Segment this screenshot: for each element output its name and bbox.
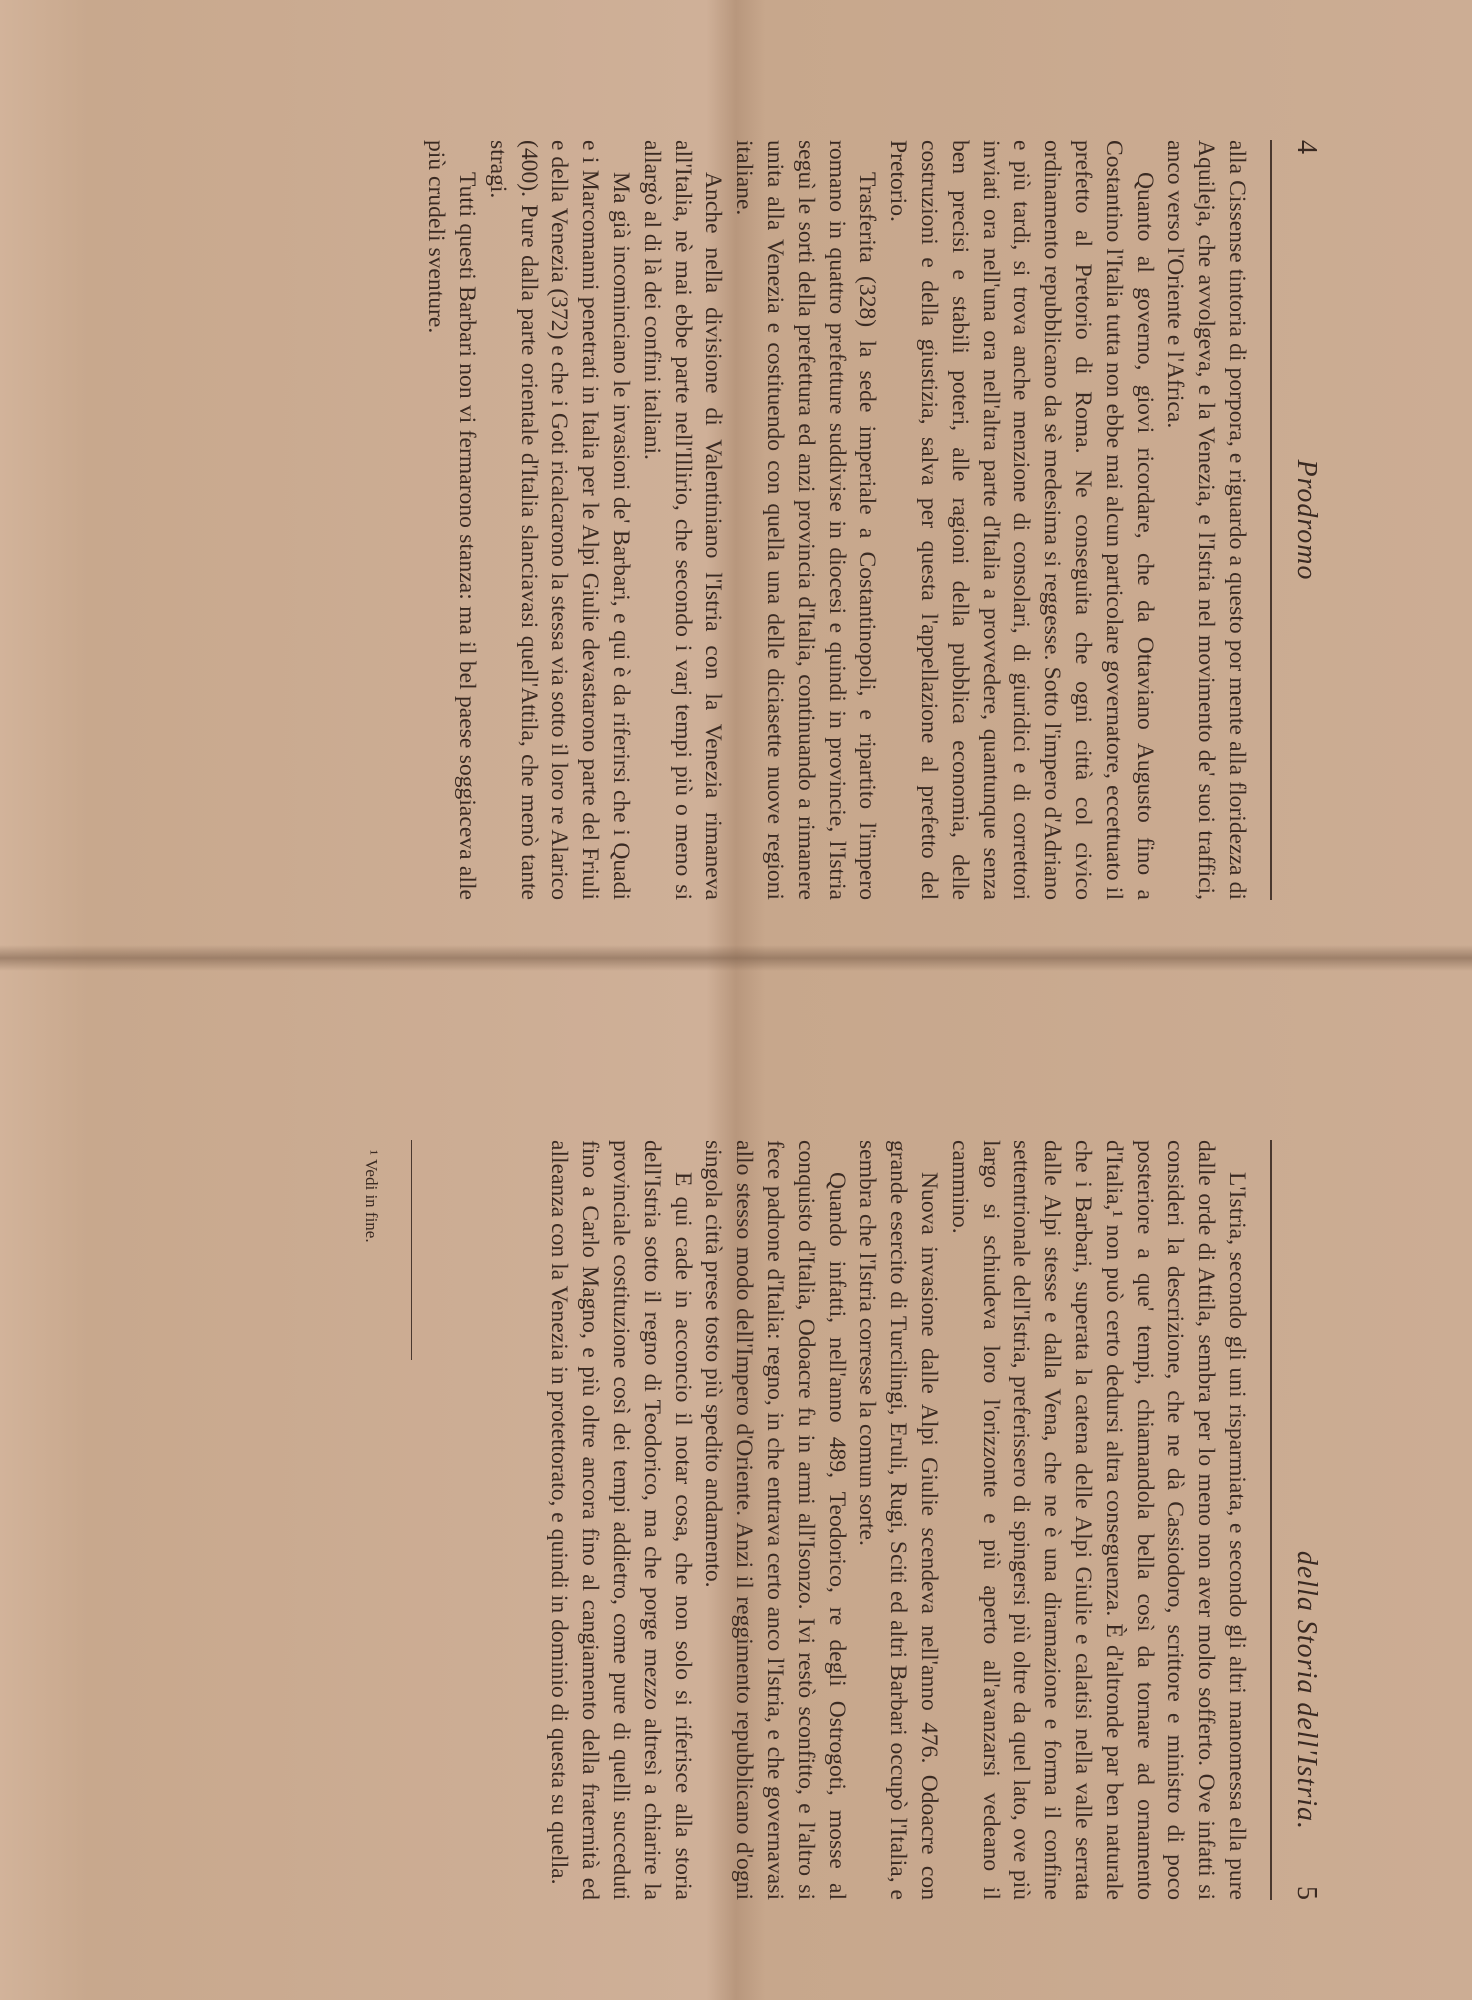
paragraph: E qui cade in acconcio il notar cosa, che non solo si riferisce alla storia dell'Istria sotto il regno di Teodorico, ma che porge mezzo altresì a chiarire la provinciale costituzione così dei tempi addietro, come pure di quelli succeduti fino a Carlo Magno, e più oltre ancora fino al cangiamento della fraternità ed alleanza con la Venezia in protettorato, e quindi in dominio di questa su quella. — [546, 1140, 696, 1900]
paragraph: L'Istria, secondo gli uni risparmiata, e secondo gli altri manomessa ella pure dalle orde di Attila, sembra per lo meno non aver molto sofferto. Ove infatti si consideri la descrizione, che ne dà Cassiodoro, scrittore e ministro di poco posteriore a que' tempi, chiamandola bella così da tornare ad ornamento d'Italia,¹ non può certo dedursi altra conseguenza. È d'altronde par ben naturale che i Barbari, superata la catena delle Alpi Giulie e calatisi nella valle serrata dalle Alpi stesse e dalla Vena, che ne è una diramazione e forma il confine settentrionale dell'Istria, preferissero di spingersi più oltre da quel lato, ove più largo si schiudeva loro l'orizzonte e più aperto all'avanzarsi vedeano il cammino. — [946, 1140, 1250, 1900]
footnote-rule — [411, 1140, 412, 1360]
footnote: ¹ Vedi in fine. — [362, 1150, 381, 1243]
paragraph: Quanto al governo, giovi ricordare, che da Ottaviano Augusto fino a Costantino l'Italia tutta non ebbe mai alcun particolare governatore, eccettuato il prefetto al Pretorio di Roma. Ne conseguita che ogni città col civico ordinamento repubblicano da sè medesima si reggesse. Sotto l'impero d'Adriano e più tardi, si trova anche menzione di consolari, di giuridici e di correttori inviati ora nell'una ora nell'altra parte d'Italia a provvedere, quantunque senza ben precisi e stabili poteri, alle ragioni della pubblica economia, delle costruzioni e della giustizia, salva per questa l'appellazione al prefetto del Pretorio. — [885, 140, 1158, 900]
page-body — [544, 1140, 1252, 1900]
page-number: 4 — [1291, 140, 1322, 154]
running-header — [1282, 140, 1322, 900]
paragraph: Ma già incominciano le invasioni de' Barbari, e qui è da riferirsi che i Quadi e i Marcomanni penetrati in Italia per le Alpi Giulie devastarono parte del Friuli e della Venezia (372) e che i Goti ricalcarono la stessa via sotto il loro re Alarico (400). Pure dalla parte orientale d'Italia slanciavasi quell'Attila, che menò tante stragi. — [484, 140, 635, 900]
page-body — [420, 140, 1252, 900]
header-rule — [1270, 140, 1272, 900]
running-title: Prodromo — [1291, 459, 1322, 581]
header-rule — [1270, 1140, 1272, 1900]
page-number: 5 — [1291, 1886, 1322, 1900]
running-title: della Storia dell'Istria. — [1291, 1550, 1322, 1830]
paragraph: alla Cissense tintoria di porpora, e riguardo a questo por mente alla floridezza di Aquileja, che avvolgeva, e la Venezia, e l'Istria nel movimento de' suoi traffici, anco verso l'Oriente e l'Africa. — [1162, 140, 1250, 900]
paragraph: Tutti questi Barbari non vi fermarono stanza: ma il bel paese soggiaceva alle più crudeli sventure. — [423, 140, 481, 900]
paragraph: Trasferita (328) la sede imperiale a Costantinopoli, e ripartito l'impero romano in quattro prefetture suddivise in diocesi e quindi in provincie, l'Istria seguì le sorti della prefettura ed anzi provincia d'Italia, continuando a rimanere unita alla Venezia e costituendo con quella una delle diciasette nuove regioni italiane. — [731, 140, 881, 900]
paragraph: Nuova invasione dalle Alpi Giulie scendeva nell'anno 476. Odoacre con grande esercito di Turcilingi, Eruli, Rugi, Sciti ed altri Barbari occupò l'Italia, e sembra che l'Istria corresse la comun sorte. — [854, 1140, 943, 1900]
running-header — [1282, 1140, 1322, 1900]
paragraph: Anche nella divisione di Valentiniano l'Istria con la Venezia rimaneva all'Italia, nè mai ebbe parte nell'Illirio, che secondo i varj tempi più o meno si allargò al di là dei confini italiani. — [638, 140, 727, 900]
page-5 — [0, 1000, 1472, 2000]
paragraph: Quando infatti, nell'anno 489, Teodorico, re degli Ostrogoti, mosse al conquisto d'Italia, Odoacre fu in armi all'Isonzo. Ivi restò sconfitto, e l'altro si fece padrone d'Italia: regno, in che entrava certo anco l'Istria, e che governavasi allo stesso modo dell'Impero d'Oriente. Anzi il reggimento repubblicano d'ogni singola città prese tosto più spedito andamento. — [700, 1140, 850, 1900]
